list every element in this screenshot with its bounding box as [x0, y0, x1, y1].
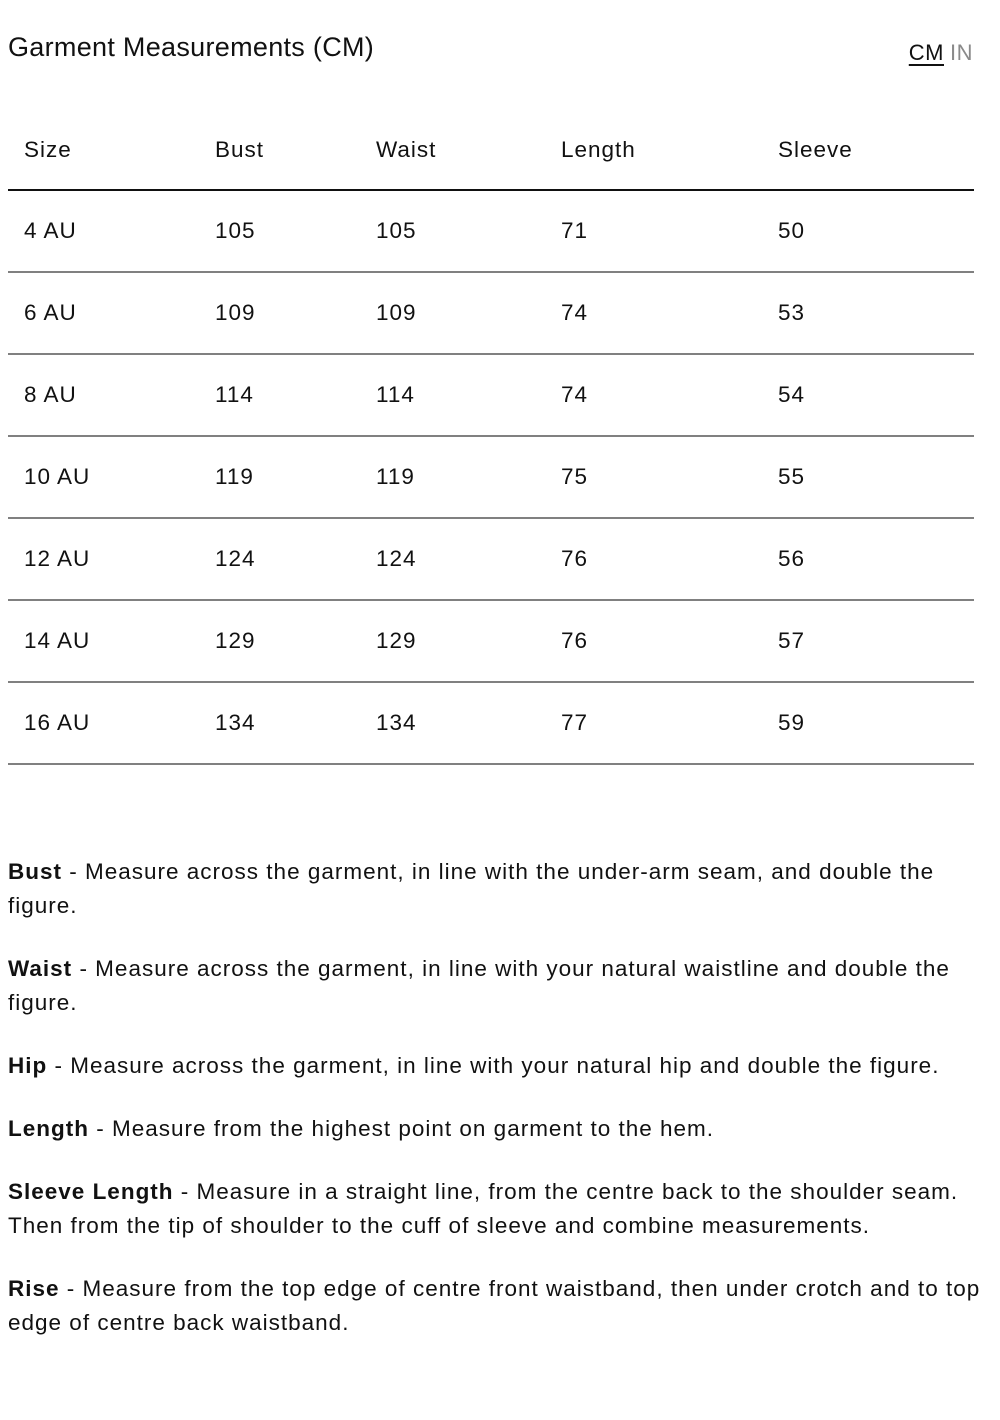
note-term: Waist	[8, 956, 73, 981]
cell-size: 6 AU	[8, 272, 199, 354]
cell-waist: 134	[360, 682, 545, 764]
cell-waist: 105	[360, 190, 545, 272]
cell-bust: 124	[199, 518, 360, 600]
column-header-size: Size	[8, 108, 199, 190]
cell-size: 10 AU	[8, 436, 199, 518]
cell-length: 76	[545, 600, 762, 682]
page-title: Garment Measurements (CM)	[8, 32, 375, 62]
unit-cm-button[interactable]: CM	[908, 40, 944, 65]
note-sleeve-length	[8, 1175, 983, 1243]
cell-sleeve: 56	[762, 518, 974, 600]
column-header-sleeve: Sleeve	[762, 108, 974, 190]
cell-length: 74	[545, 354, 762, 436]
cell-sleeve: 54	[762, 354, 974, 436]
note-length	[8, 1112, 983, 1146]
cell-bust: 129	[199, 600, 360, 682]
note-term: Bust	[8, 859, 62, 884]
note-term: Hip	[8, 1053, 48, 1078]
cell-sleeve: 57	[762, 600, 974, 682]
cell-length: 71	[545, 190, 762, 272]
cell-size: 4 AU	[8, 190, 199, 272]
cell-waist: 114	[360, 354, 545, 436]
column-header-bust: Bust	[199, 108, 360, 190]
unit-toggle	[909, 40, 973, 66]
cell-bust: 114	[199, 354, 360, 436]
note-bust	[8, 855, 983, 923]
cell-bust: 119	[199, 436, 360, 518]
cell-bust: 134	[199, 682, 360, 764]
note-text: - Measure across the garment, in line with your natural waistline and double the figure.	[8, 956, 950, 1015]
note-text: - Measure across the garment, in line with the under-arm seam, and double the figure.	[8, 859, 935, 918]
note-rise	[8, 1272, 983, 1340]
cell-length: 76	[545, 518, 762, 600]
column-header-waist: Waist	[360, 108, 545, 190]
cell-waist: 129	[360, 600, 545, 682]
table-row	[8, 354, 974, 436]
note-text: - Measure across the garment, in line with your natural hip and double the figure.	[47, 1053, 940, 1078]
table-row	[8, 436, 974, 518]
cell-waist: 124	[360, 518, 545, 600]
cell-size: 8 AU	[8, 354, 199, 436]
cell-sleeve: 53	[762, 272, 974, 354]
note-term: Length	[8, 1116, 89, 1141]
table-row	[8, 682, 974, 764]
cell-sleeve: 50	[762, 190, 974, 272]
cell-length: 74	[545, 272, 762, 354]
note-hip	[8, 1049, 983, 1083]
cell-sleeve: 59	[762, 682, 974, 764]
note-text: - Measure from the top edge of centre front waistband, then under crotch and to top edge of centre back waistband.	[8, 1276, 981, 1335]
cell-length: 75	[545, 436, 762, 518]
cell-waist: 119	[360, 436, 545, 518]
cell-bust: 105	[199, 190, 360, 272]
table-row	[8, 190, 974, 272]
cell-waist: 109	[360, 272, 545, 354]
column-header-length: Length	[545, 108, 762, 190]
cell-size: 16 AU	[8, 682, 199, 764]
cell-bust: 109	[199, 272, 360, 354]
note-term: Sleeve Length	[8, 1179, 174, 1204]
table-row	[8, 600, 974, 682]
cell-sleeve: 55	[762, 436, 974, 518]
table-row	[8, 518, 974, 600]
note-text: - Measure from the highest point on garment to the hem.	[88, 1116, 715, 1141]
cell-size: 12 AU	[8, 518, 199, 600]
table-header-row	[8, 108, 974, 190]
cell-length: 77	[545, 682, 762, 764]
table-row	[8, 272, 974, 354]
measurements-table	[8, 108, 974, 765]
unit-in-button[interactable]: IN	[950, 40, 973, 65]
note-waist	[8, 952, 983, 1020]
cell-size: 14 AU	[8, 600, 199, 682]
measurement-guide	[8, 855, 983, 1369]
note-term: Rise	[8, 1276, 60, 1301]
note-text: - Measure in a straight line, from the centre back to the shoulder seam. Then from the tip of shoulder to the cuff of sleeve and combine measurements.	[8, 1179, 959, 1238]
